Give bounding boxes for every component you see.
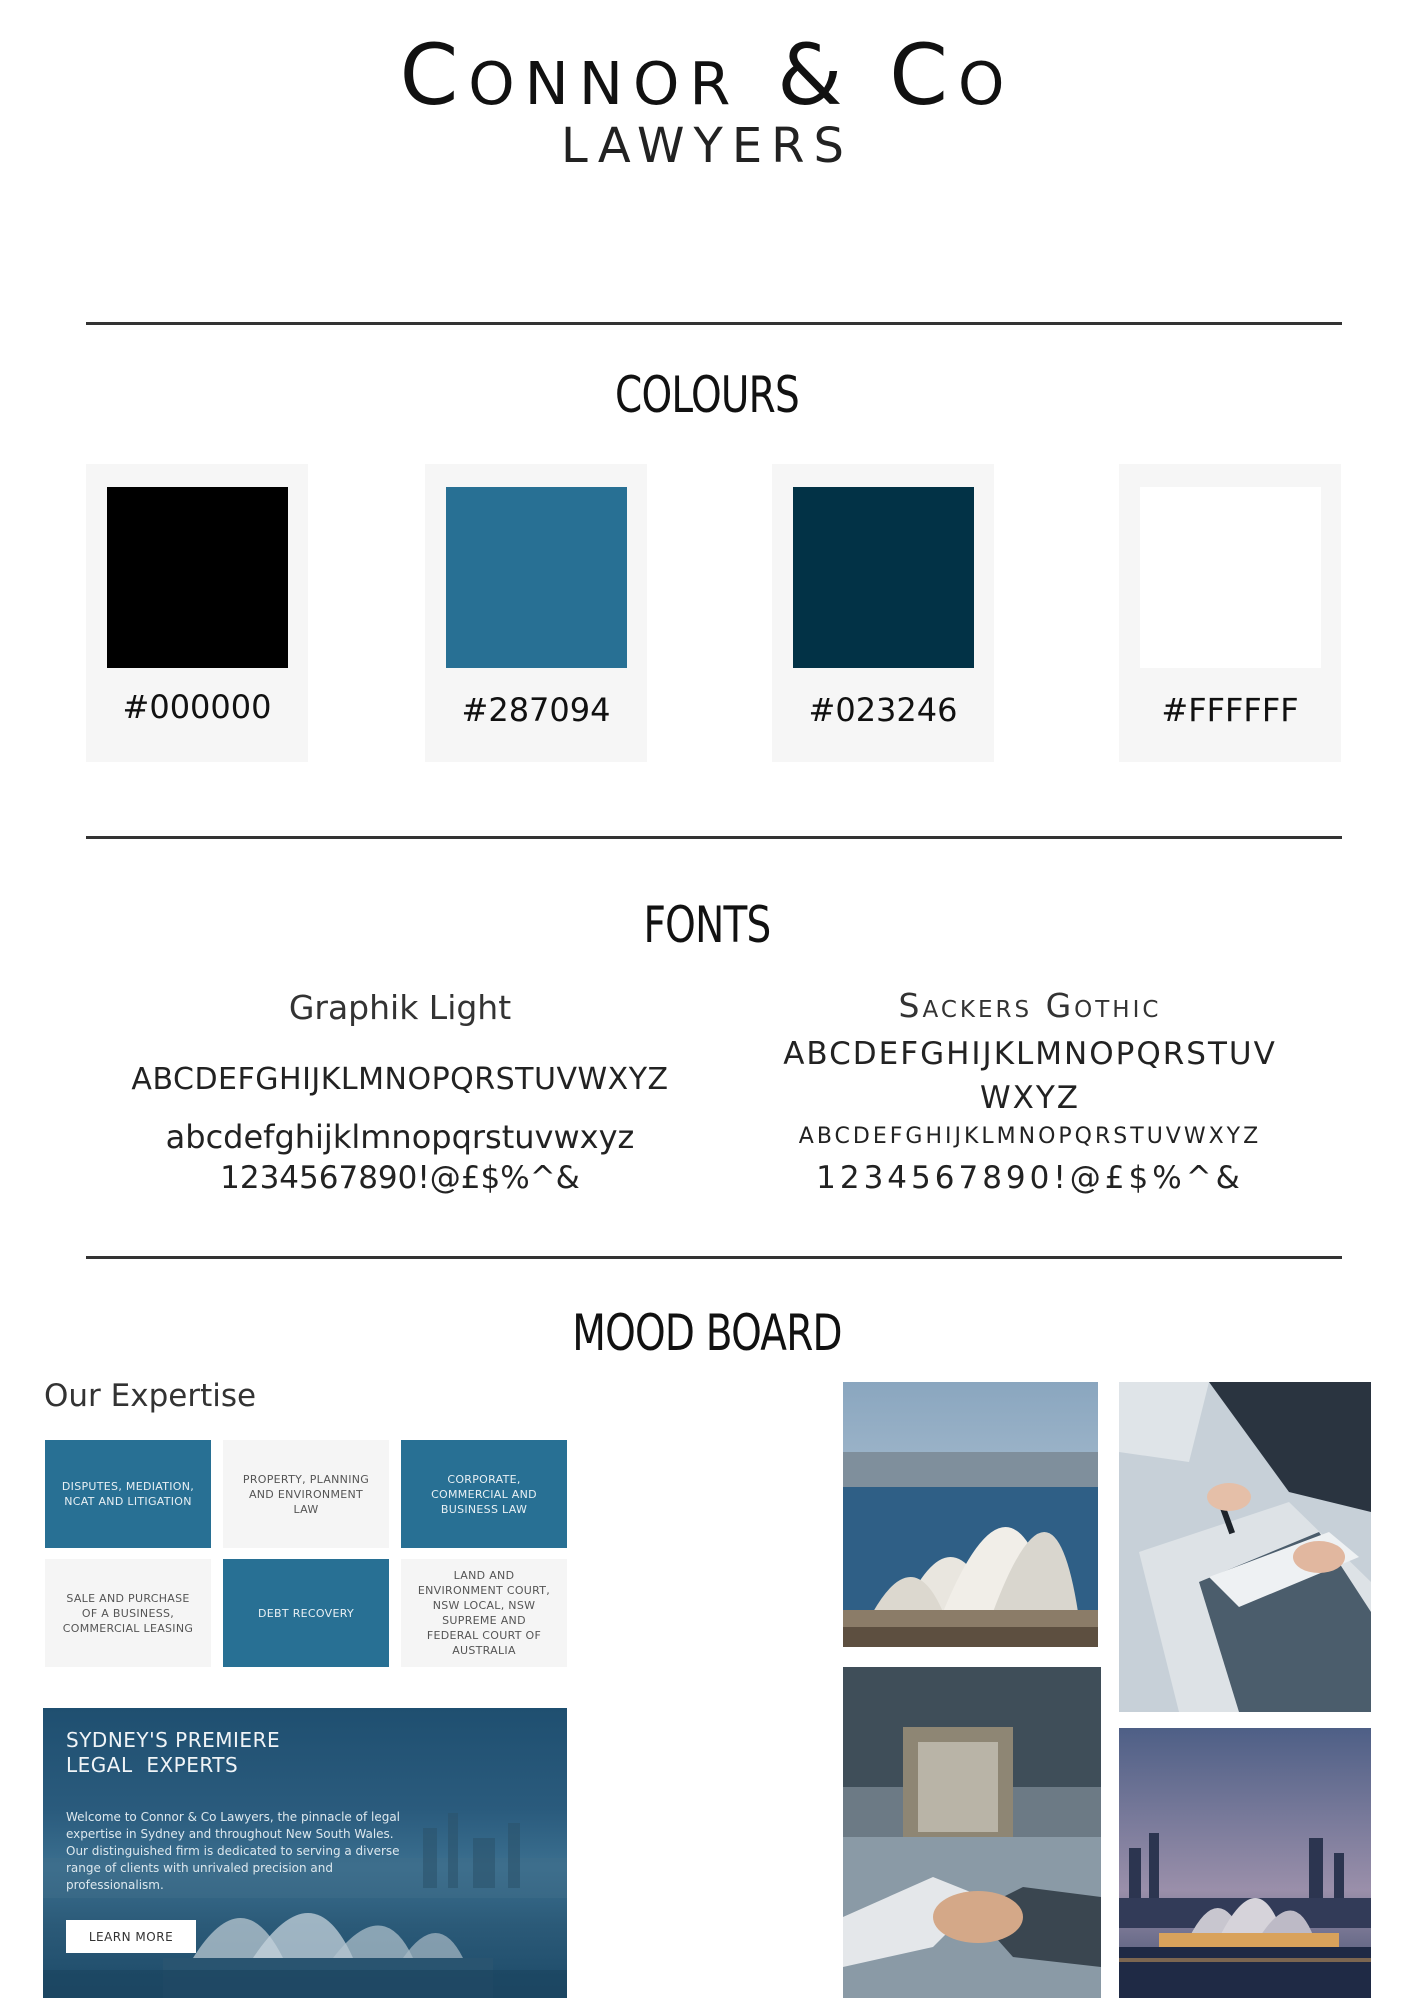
expertise-tile[interactable]: PROPERTY, PLANNING AND ENVIRONMENT LAW [223,1440,389,1548]
hero-banner [43,1708,567,1998]
secondary-font-small-caps: ABCDEFGHIJKLMNOPQRSTUVWXYZ [798,1124,1262,1149]
brand-logo-subtitle: LAWYERS [561,118,853,174]
expertise-tile[interactable]: DISPUTES, MEDIATION, NCAT AND LITIGATION [45,1440,211,1548]
hero-title-line2: LEGAL EXPERTS [66,1753,239,1777]
colours-title: COLOURS [615,366,799,424]
primary-font-uppercase: ABCDEFGHIJKLMNOPQRSTUVWXYZ [131,1062,669,1097]
expertise-tile[interactable]: SALE AND PURCHASE OF A BUSINESS, COMMERCIAL LEASING [45,1559,211,1667]
primary-font-digits: 1234567890!@£$%^& [220,1160,580,1196]
primary-font-name: Graphik Light [288,988,512,1027]
handshake-image [843,1667,1101,1998]
colour-card [1119,464,1341,762]
secondary-font-uppercase-line2: WXYZ [979,1080,1081,1116]
expertise-tile[interactable]: DEBT RECOVERY [223,1559,389,1667]
colour-hex-label: #FFFFFF [1161,691,1299,729]
secondary-font-name: Sackers Gothic [898,986,1162,1025]
opera-house-image [843,1382,1098,1647]
signing-documents-image [1119,1382,1371,1712]
colour-swatch [1140,487,1321,668]
expertise-tile[interactable]: CORPORATE, COMMERCIAL AND BUSINESS LAW [401,1440,567,1548]
divider [86,836,1342,839]
colour-swatch [446,487,627,668]
colour-hex-label: #287094 [461,691,611,729]
colour-card [425,464,647,762]
sydney-night-image [1119,1728,1371,1998]
secondary-font-digits: 1234567890!@£$%^& [816,1160,1244,1196]
handshake-photo [843,1667,1101,1998]
hero-title-line1: SYDNEY'S PREMIERE [66,1728,281,1752]
colour-card [86,464,308,762]
expertise-tile[interactable]: LAND AND ENVIRONMENT COURT, NSW LOCAL, NSW SUPREME AND FEDERAL COURT OF AUSTRALIA [401,1559,567,1667]
colour-hex-label: #023246 [808,691,958,729]
colour-swatch [107,487,288,668]
signing-documents-photo [1119,1382,1371,1712]
opera-house-photo [843,1382,1098,1647]
divider [86,1256,1342,1259]
secondary-font-uppercase-line1: ABCDEFGHIJKLMNOPQRSTUV [783,1036,1277,1072]
colour-swatch [793,487,974,668]
sydney-night-photo [1119,1728,1371,1998]
mood-board-title: MOOD BOARD [572,1304,842,1362]
expertise-heading: Our Expertise [44,1378,257,1414]
divider [86,322,1342,325]
hero-body-text: Welcome to Connor & Co Lawyers, the pinnacle of legal expertise in Sydney and throughout New South Wales. Our distinguished firm is dedicated to serving a diverse range of clients with unrivaled precision and professionalism. [66,1810,401,1892]
primary-font-lowercase: abcdefghijklmnopqrstuvwxyz [165,1118,635,1156]
colour-card [772,464,994,762]
learn-more-button[interactable]: LEARN MORE [66,1920,196,1953]
colour-hex-label: #000000 [122,688,272,726]
fonts-title: FONTS [643,896,771,954]
brand-logo-name: Connor & Co [399,26,1015,124]
hero-title [66,1728,280,1778]
